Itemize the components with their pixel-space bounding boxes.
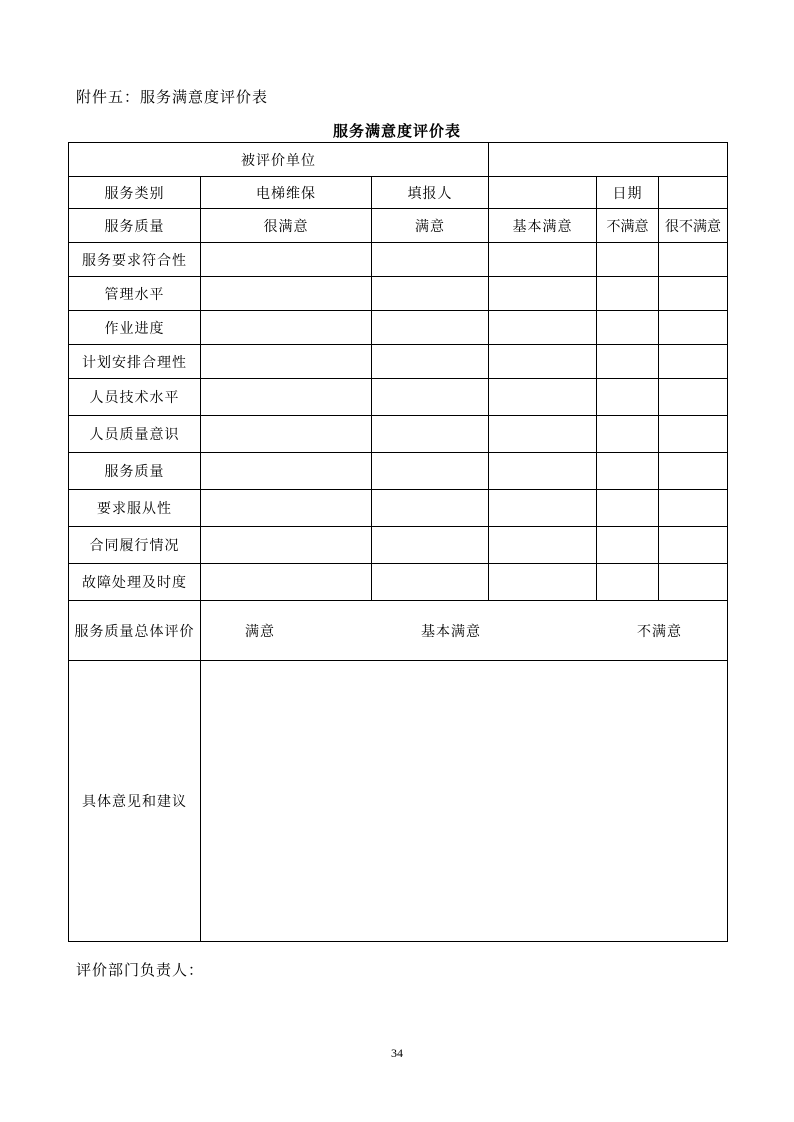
rating-cell[interactable] xyxy=(372,453,489,490)
rating-very-satisfied: 很满意 xyxy=(201,209,372,243)
service-type-value[interactable]: 电梯维保 xyxy=(201,177,372,209)
rating-cell[interactable] xyxy=(201,564,372,601)
rating-cell[interactable] xyxy=(659,277,728,311)
rating-cell[interactable] xyxy=(597,277,659,311)
item-label: 要求服从性 xyxy=(69,490,201,527)
rating-cell[interactable] xyxy=(659,243,728,277)
rating-cell[interactable] xyxy=(597,379,659,416)
rating-cell[interactable] xyxy=(597,416,659,453)
rating-cell[interactable] xyxy=(372,416,489,453)
responsible-person-label: 评价部门负责人： xyxy=(76,961,205,979)
rating-cell[interactable] xyxy=(597,490,659,527)
rating-cell[interactable] xyxy=(372,277,489,311)
rating-cell[interactable] xyxy=(372,527,489,564)
overall-option-unsatisfied[interactable]: 不满意 xyxy=(637,623,682,640)
table-row xyxy=(69,311,728,345)
rating-cell[interactable] xyxy=(659,527,728,564)
item-label: 合同履行情况 xyxy=(69,527,201,564)
table-row xyxy=(69,527,728,564)
rating-cell[interactable] xyxy=(489,453,597,490)
evaluation-table xyxy=(68,142,728,942)
rating-cell[interactable] xyxy=(372,243,489,277)
rating-cell[interactable] xyxy=(597,243,659,277)
page-number: 34 xyxy=(391,1046,403,1060)
item-label: 服务质量 xyxy=(69,453,201,490)
rating-cell[interactable] xyxy=(489,277,597,311)
table-row xyxy=(69,490,728,527)
rating-cell[interactable] xyxy=(201,379,372,416)
rating-cell[interactable] xyxy=(201,345,372,379)
rating-very-unsatisfied: 很不满意 xyxy=(659,209,728,243)
rating-cell[interactable] xyxy=(489,311,597,345)
rating-cell[interactable] xyxy=(372,564,489,601)
rating-cell[interactable] xyxy=(597,527,659,564)
rating-cell[interactable] xyxy=(489,527,597,564)
rating-cell[interactable] xyxy=(372,311,489,345)
table-row xyxy=(69,345,728,379)
rating-cell[interactable] xyxy=(201,311,372,345)
item-label: 故障处理及时度 xyxy=(69,564,201,601)
rating-cell[interactable] xyxy=(659,490,728,527)
rating-cell[interactable] xyxy=(659,345,728,379)
item-label: 服务要求符合性 xyxy=(69,243,201,277)
table-row xyxy=(69,379,728,416)
table-row xyxy=(69,564,728,601)
table-row xyxy=(69,453,728,490)
rating-cell[interactable] xyxy=(489,490,597,527)
comments-label: 具体意见和建议 xyxy=(69,661,201,942)
item-label: 管理水平 xyxy=(69,277,201,311)
overall-evaluation-row xyxy=(69,601,728,661)
evaluated-unit-label: 被评价单位 xyxy=(69,143,489,177)
rating-basically-satisfied: 基本满意 xyxy=(489,209,597,243)
rating-cell[interactable] xyxy=(659,453,728,490)
rating-cell[interactable] xyxy=(489,345,597,379)
comments-field[interactable] xyxy=(201,661,728,942)
item-label: 计划安排合理性 xyxy=(69,345,201,379)
rating-cell[interactable] xyxy=(201,243,372,277)
comments-row xyxy=(69,661,728,942)
rating-header-row xyxy=(69,209,728,243)
date-field[interactable] xyxy=(659,177,728,209)
rating-cell[interactable] xyxy=(659,564,728,601)
service-type-label: 服务类别 xyxy=(69,177,201,209)
table-row xyxy=(69,243,728,277)
rating-cell[interactable] xyxy=(201,490,372,527)
evaluated-unit-field[interactable] xyxy=(489,143,728,177)
rating-cell[interactable] xyxy=(201,416,372,453)
rating-cell[interactable] xyxy=(201,277,372,311)
overall-option-satisfied[interactable]: 满意 xyxy=(245,623,275,640)
date-label: 日期 xyxy=(597,177,659,209)
overall-option-basically-satisfied[interactable]: 基本满意 xyxy=(421,623,481,640)
filler-label: 填报人 xyxy=(372,177,489,209)
rating-cell[interactable] xyxy=(659,416,728,453)
item-label: 人员技术水平 xyxy=(69,379,201,416)
rating-cell[interactable] xyxy=(489,416,597,453)
rating-cell[interactable] xyxy=(201,527,372,564)
attachment-label: 附件五：服务满意度评价表 xyxy=(76,88,269,106)
item-label: 作业进度 xyxy=(69,311,201,345)
rating-cell[interactable] xyxy=(597,564,659,601)
evaluated-unit-row xyxy=(69,143,728,177)
rating-cell[interactable] xyxy=(372,490,489,527)
rating-cell[interactable] xyxy=(597,311,659,345)
quality-label: 服务质量 xyxy=(69,209,201,243)
rating-satisfied: 满意 xyxy=(372,209,489,243)
item-label: 人员质量意识 xyxy=(69,416,201,453)
form-title: 服务满意度评价表 xyxy=(332,122,461,140)
table-row xyxy=(69,277,728,311)
rating-cell[interactable] xyxy=(489,379,597,416)
rating-cell[interactable] xyxy=(201,453,372,490)
rating-unsatisfied: 不满意 xyxy=(597,209,659,243)
rating-cell[interactable] xyxy=(597,453,659,490)
rating-cell[interactable] xyxy=(489,564,597,601)
rating-cell[interactable] xyxy=(659,311,728,345)
rating-cell[interactable] xyxy=(659,379,728,416)
overall-label: 服务质量总体评价 xyxy=(69,601,201,661)
service-info-row xyxy=(69,177,728,209)
filler-field[interactable] xyxy=(489,177,597,209)
rating-cell[interactable] xyxy=(372,345,489,379)
rating-cell[interactable] xyxy=(372,379,489,416)
overall-options xyxy=(201,601,728,661)
rating-cell[interactable] xyxy=(489,243,597,277)
rating-cell[interactable] xyxy=(597,345,659,379)
table-row xyxy=(69,416,728,453)
